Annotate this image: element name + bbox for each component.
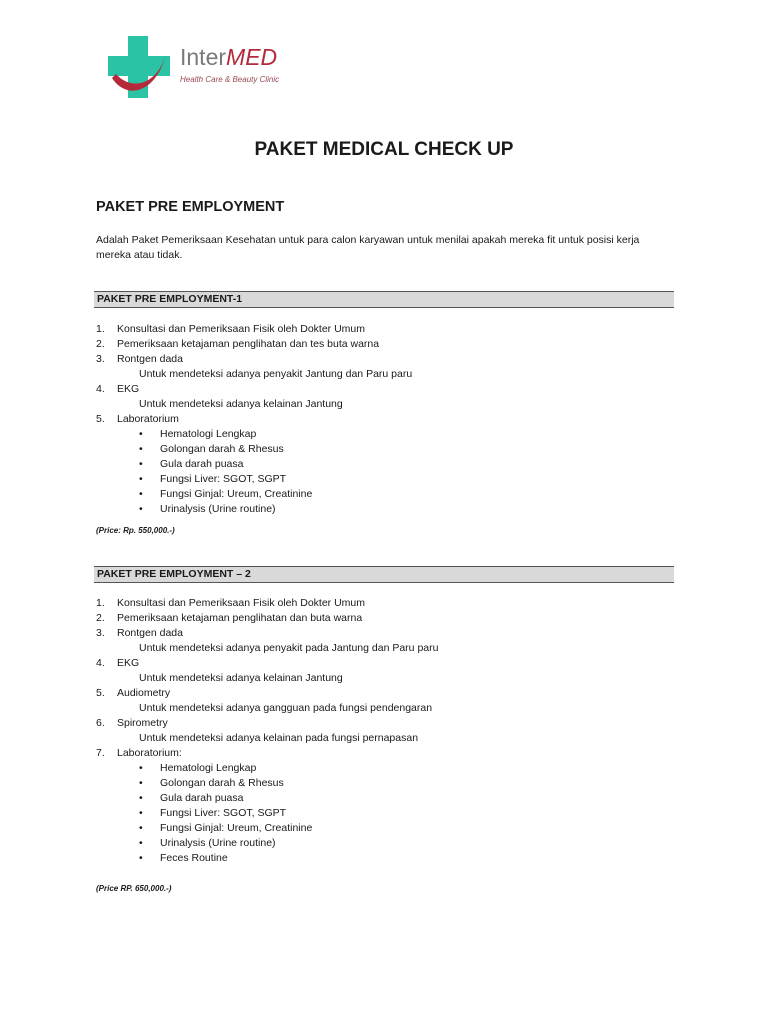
bullet-text: Urinalysis (Urine routine) (160, 837, 276, 849)
item-description: Untuk mendeteksi adanya kelainan pada fungsi pernapasan (139, 732, 419, 744)
intro-paragraph: Adalah Paket Pemeriksaan Kesehatan untuk para calon karyawan untuk menilai apakah mereka fit untuk posisi kerja mereka atau tidak. (96, 234, 640, 261)
list-item (96, 821, 676, 836)
item-text: Rontgen dada (117, 627, 183, 639)
list-item (96, 382, 676, 397)
list-item (96, 367, 676, 382)
list-item (96, 851, 676, 866)
medical-cross-logo-icon (106, 34, 172, 100)
bullet-text: Fungsi Ginjal: Ureum, Creatinine (160, 488, 313, 500)
list-item (96, 412, 676, 427)
list-item (96, 457, 676, 472)
item-number: 4. (96, 383, 105, 395)
list-item (96, 611, 676, 626)
bullet-icon: • (139, 792, 143, 804)
item-text: Pemeriksaan ketajaman penglihatan dan tes buta warna (117, 338, 380, 350)
bullet-text: Golongan darah & Rhesus (160, 777, 284, 789)
item-number: 2. (96, 338, 105, 350)
list-item (96, 352, 676, 367)
list-item (96, 472, 676, 487)
item-text: Pemeriksaan ketajaman penglihatan dan buta warna (117, 612, 363, 624)
brand-name: InterMED (180, 44, 278, 70)
item-number: 6. (96, 717, 105, 729)
bullet-text: Hematologi Lengkap (160, 428, 257, 440)
list-item (96, 701, 676, 716)
bullet-text: Gula darah puasa (160, 458, 244, 470)
item-number: 5. (96, 413, 105, 425)
list-item (96, 671, 676, 686)
list-item (96, 641, 676, 656)
list-item (96, 836, 676, 851)
item-number: 4. (96, 657, 105, 669)
item-number: 1. (96, 323, 105, 335)
item-text: Laboratorium: (117, 747, 182, 759)
bullet-icon: • (139, 473, 143, 485)
bullet-icon: • (139, 777, 143, 789)
item-number: 2. (96, 612, 105, 624)
list-item (96, 791, 676, 806)
package2-price: (Price RP. 650,000.-) (96, 884, 172, 893)
bullet-text: Hematologi Lengkap (160, 762, 257, 774)
item-description: Untuk mendeteksi adanya penyakit pada Jantung dan Paru paru (139, 642, 439, 654)
list-item (96, 322, 676, 337)
list-item (96, 761, 676, 776)
list-item (96, 806, 676, 821)
list-item (96, 686, 676, 701)
list-item (96, 746, 676, 761)
brand-tagline: Health Care & Beauty Clinic (180, 75, 280, 84)
item-text: EKG (117, 383, 140, 395)
package1-price: (Price: Rp. 550,000.-) (96, 526, 175, 535)
section-heading: PAKET PRE EMPLOYMENT (96, 199, 285, 215)
bullet-icon: • (139, 443, 143, 455)
item-text: Spirometry (117, 717, 168, 729)
item-text: EKG (117, 657, 140, 669)
item-number: 3. (96, 353, 105, 365)
item-text: Konsultasi dan Pemeriksaan Fisik oleh Dokter Umum (117, 597, 366, 609)
list-item (96, 502, 676, 517)
list-item (96, 596, 676, 611)
item-number: 7. (96, 747, 105, 759)
list-item (96, 427, 676, 442)
list-item (96, 716, 676, 731)
bullet-icon: • (139, 837, 143, 849)
item-description: Untuk mendeteksi adanya kelainan Jantung (139, 672, 343, 684)
item-text: Konsultasi dan Pemeriksaan Fisik oleh Dokter Umum (117, 323, 366, 335)
list-item (96, 731, 676, 746)
bullet-text: Gula darah puasa (160, 792, 244, 804)
package2-list (96, 596, 676, 866)
item-description: Untuk mendeteksi adanya penyakit Jantung dan Paru paru (139, 368, 413, 380)
item-text: Laboratorium (117, 413, 179, 425)
bullet-icon: • (139, 807, 143, 819)
bullet-icon: • (139, 488, 143, 500)
package1-header: PAKET PRE EMPLOYMENT-1 (94, 291, 674, 308)
package1-list (96, 322, 676, 517)
bullet-icon: • (139, 458, 143, 470)
item-number: 3. (96, 627, 105, 639)
item-description: Untuk mendeteksi adanya gangguan pada fungsi pendengaran (139, 702, 433, 714)
item-text: Audiometry (117, 687, 171, 699)
list-item (96, 487, 676, 502)
list-item (96, 656, 676, 671)
list-item (96, 626, 676, 641)
package2-header: PAKET PRE EMPLOYMENT – 2 (94, 566, 674, 583)
bullet-text: Fungsi Liver: SGOT, SGPT (160, 807, 287, 819)
bullet-icon: • (139, 428, 143, 440)
bullet-text: Fungsi Ginjal: Ureum, Creatinine (160, 822, 313, 834)
bullet-text: Urinalysis (Urine routine) (160, 503, 276, 515)
item-number: 1. (96, 597, 105, 609)
intermed-logo (106, 30, 286, 102)
bullet-icon: • (139, 503, 143, 515)
list-item (96, 337, 676, 352)
bullet-text: Feces Routine (160, 852, 228, 864)
list-item (96, 397, 676, 412)
bullet-icon: • (139, 762, 143, 774)
list-item (96, 776, 676, 791)
list-item (96, 442, 676, 457)
page-title: PAKET MEDICAL CHECK UP (254, 139, 514, 160)
bullet-icon: • (139, 822, 143, 834)
bullet-text: Golongan darah & Rhesus (160, 443, 284, 455)
bullet-icon: • (139, 852, 143, 864)
item-description: Untuk mendeteksi adanya kelainan Jantung (139, 398, 343, 410)
bullet-text: Fungsi Liver: SGOT, SGPT (160, 473, 287, 485)
item-text: Rontgen dada (117, 353, 183, 365)
item-number: 5. (96, 687, 105, 699)
